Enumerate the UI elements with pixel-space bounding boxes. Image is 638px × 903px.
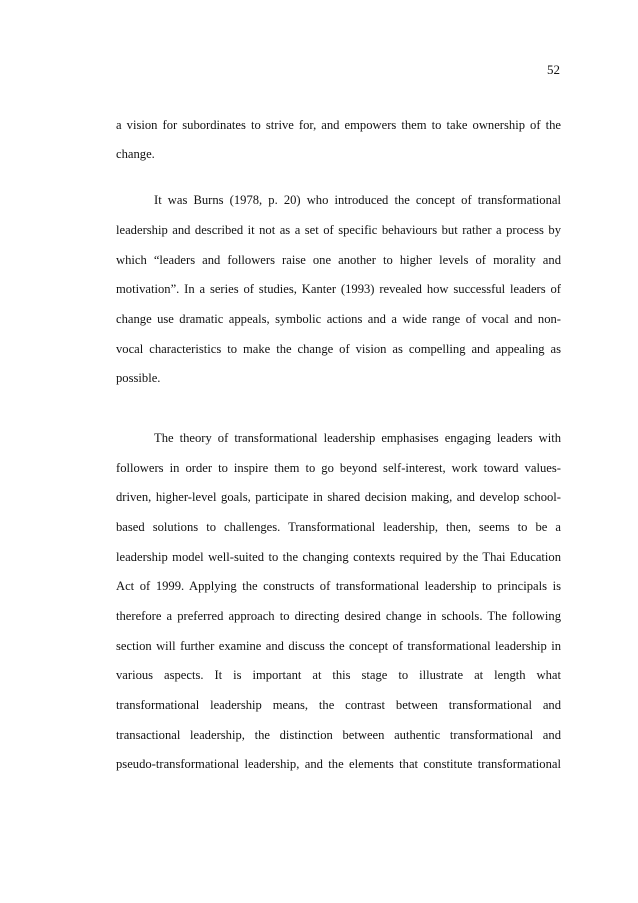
text-line: section will further examine and discuss the concept of transformational leadership in	[116, 639, 561, 653]
text-line: therefore a preferred approach to directing desired change in schools. The following	[116, 609, 561, 623]
text-line: various aspects. It is important at this stage to illustrate at length what	[116, 668, 561, 682]
text-line: which “leaders and followers raise one another to higher levels of morality and	[116, 253, 561, 267]
text-line: transactional leadership, the distinction between authentic transformational and	[116, 728, 561, 742]
text-line: a vision for subordinates to strive for, and empowers them to take ownership of the	[116, 118, 561, 132]
text-line: change use dramatic appeals, symbolic actions and a wide range of vocal and non-	[116, 312, 561, 326]
text-line: transformational leadership means, the contrast between transformational and	[116, 698, 561, 712]
text-line: It was Burns (1978, p. 20) who introduced the concept of transformational	[154, 193, 561, 207]
text-line: vocal characteristics to make the change of vision as compelling and appealing as	[116, 342, 561, 356]
text-line: followers in order to inspire them to go beyond self-interest, work toward values-	[116, 461, 561, 475]
text-line: The theory of transformational leadership emphasises engaging leaders with	[154, 431, 561, 445]
text-line: change.	[116, 147, 155, 161]
text-line: leadership model well-suited to the changing contexts required by the Thai Education	[116, 550, 561, 564]
text-line: motivation”. In a series of studies, Kanter (1993) revealed how successful leaders of	[116, 282, 561, 296]
text-line: based solutions to challenges. Transformational leadership, then, seems to be a	[116, 520, 561, 534]
text-line: Act of 1999. Applying the constructs of transformational leadership to principals is	[116, 579, 561, 593]
text-line: pseudo-transformational leadership, and the elements that constitute transformational	[116, 757, 561, 771]
text-line: driven, higher-level goals, participate in shared decision making, and develop school-	[116, 490, 561, 504]
text-line: leadership and described it not as a set of specific behaviours but rather a process by	[116, 223, 561, 237]
page-number: 52	[547, 62, 560, 77]
text-line: possible.	[116, 371, 161, 385]
